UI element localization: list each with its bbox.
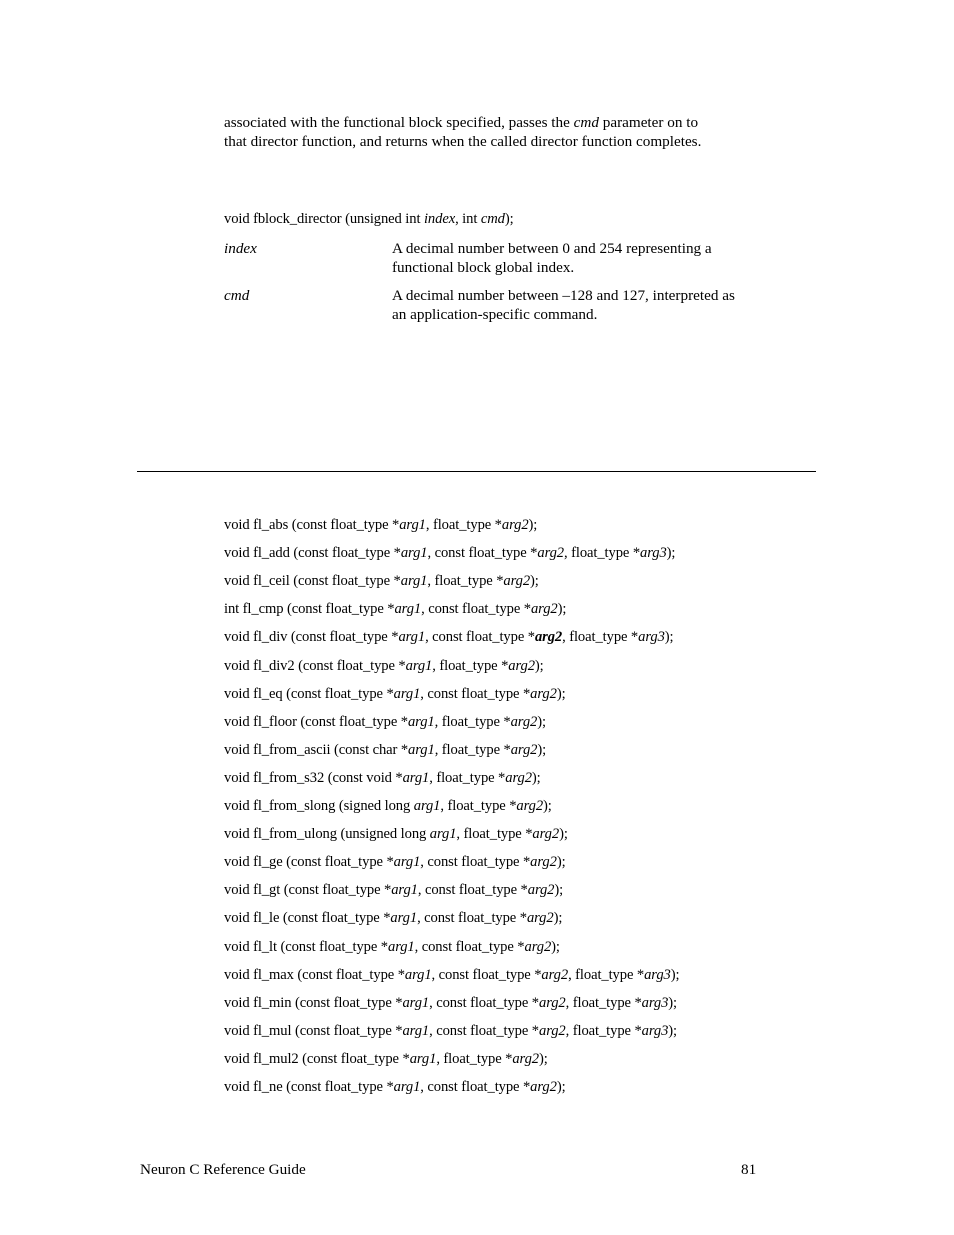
page-number: 81 xyxy=(741,1161,757,1178)
argument-name: arg1 xyxy=(398,629,426,646)
argument-name: arg2 xyxy=(512,1050,539,1067)
argument-name: arg1 xyxy=(391,882,418,899)
argument-name: arg2 xyxy=(516,798,544,814)
argument-name: arg3 xyxy=(640,545,667,562)
argument-name: arg1 xyxy=(402,769,430,786)
argument-name: arg1 xyxy=(393,1079,421,1095)
argument-name: arg2 xyxy=(539,1022,566,1039)
argument-name: arg3 xyxy=(638,629,665,646)
argument-name: arg1 xyxy=(402,1022,430,1039)
argument-name: arg3 xyxy=(644,966,671,983)
argument-name: arg1 xyxy=(429,826,457,843)
argument-name: arg2 xyxy=(530,854,557,871)
param-name-cmd: cmd xyxy=(224,287,250,304)
function-prototype: void fl_mul (const float_type *arg1, const float_type *arg2, float_type *arg3); xyxy=(224,1022,678,1039)
argument-name: arg2 xyxy=(524,938,552,955)
cmd-term: cmd xyxy=(573,114,599,131)
function-prototype: void fl_eq (const float_type *arg1, const float_type *arg2); xyxy=(224,685,566,702)
argument-name: arg2 xyxy=(501,517,529,533)
index-arg: index xyxy=(423,211,456,227)
argument-name: arg2 xyxy=(537,545,565,562)
argument-name: arg1 xyxy=(393,685,421,702)
cmd-arg: cmd xyxy=(480,211,505,227)
argument-name: arg1 xyxy=(390,910,418,927)
argument-name: arg1 xyxy=(407,713,435,730)
function-prototype: void fl_lt (const float_type *arg1, const float_type *arg2); xyxy=(224,938,560,955)
function-prototype: void fl_from_ascii (const char *arg1, float_type *arg2); xyxy=(224,741,547,758)
argument-name: arg1 xyxy=(399,517,426,533)
argument-name: arg1 xyxy=(404,966,432,983)
argument-name: arg1 xyxy=(405,657,433,674)
argument-name: arg2 xyxy=(510,741,538,758)
function-prototype: void fl_max (const float_type *arg1, const float_type *arg2, float_type *arg3); xyxy=(224,966,680,983)
argument-name: arg3 xyxy=(641,994,669,1011)
function-prototype: void fl_mul2 (const float_type *arg1, float_type *arg2); xyxy=(224,1050,548,1067)
param-desc-index: A decimal number between 0 and 254 representing a functional block global index. xyxy=(392,240,712,276)
director-prototype: void fblock_director (unsigned int index, int cmd); xyxy=(224,211,514,227)
argument-name: arg1 xyxy=(402,994,430,1011)
argument-name: arg2 xyxy=(530,1079,557,1095)
function-prototype: void fl_div2 (const float_type *arg1, float_type *arg2); xyxy=(224,657,544,674)
function-prototype: void fl_from_s32 (const void *arg1, float_type *arg2); xyxy=(224,769,541,786)
param-name-index: index xyxy=(224,240,257,257)
argument-name: arg1 xyxy=(400,545,428,562)
argument-name: arg1 xyxy=(400,573,428,590)
function-prototype: void fl_from_slong (signed long arg1, float_type *arg2); xyxy=(224,798,552,814)
argument-name: arg1 xyxy=(393,854,421,871)
function-prototype: int fl_cmp (const float_type *arg1, const float_type *arg2); xyxy=(224,601,567,618)
intro-line-2: that director function, and returns when the called director function completes. xyxy=(224,133,702,150)
argument-name: arg2 xyxy=(505,769,532,786)
function-prototype: void fl_div (const float_type *arg1, const float_type *arg2, float_type *arg3); xyxy=(224,629,674,646)
argument-name: arg1 xyxy=(394,601,422,618)
argument-name: arg2 xyxy=(532,826,560,843)
argument-name: arg2 xyxy=(530,601,558,618)
footer-title: Neuron C Reference Guide xyxy=(140,1161,306,1178)
argument-name: arg1 xyxy=(408,741,435,758)
argument-name: arg2 xyxy=(530,685,557,702)
argument-name: arg2 xyxy=(526,910,554,927)
argument-name: arg2 xyxy=(527,882,555,899)
function-prototype: void fl_ceil (const float_type *arg1, float_type *arg2); xyxy=(224,573,539,590)
function-prototype: void fl_floor (const float_type *arg1, float_type *arg2); xyxy=(224,713,546,730)
argument-name: arg2 xyxy=(534,629,563,646)
intro-paragraph xyxy=(224,113,824,151)
argument-name: arg2 xyxy=(508,657,535,674)
function-prototype: void fl_min (const float_type *arg1, const float_type *arg2, float_type *arg3); xyxy=(224,994,678,1011)
function-prototype: void fl_le (const float_type *arg1, const float_type *arg2); xyxy=(224,910,563,927)
argument-name: arg2 xyxy=(541,966,569,983)
param-desc-cmd: A decimal number between –128 and 127, interpreted as an application-specific command. xyxy=(392,287,735,323)
argument-name: arg2 xyxy=(539,994,566,1011)
function-prototype: void fl_ne (const float_type *arg1, const float_type *arg2); xyxy=(224,1079,566,1095)
argument-name: arg3 xyxy=(641,1022,669,1039)
function-prototype: void fl_from_ulong (unsigned long arg1, float_type *arg2); xyxy=(224,826,568,843)
argument-name: arg2 xyxy=(503,573,531,590)
function-prototype: void fl_gt (const float_type *arg1, const float_type *arg2); xyxy=(224,882,564,899)
function-prototype: void fl_abs (const float_type *arg1, float_type *arg2); xyxy=(224,517,538,533)
argument-name: arg1 xyxy=(388,938,415,955)
function-prototype: void fl_ge (const float_type *arg1, const float_type *arg2); xyxy=(224,854,566,871)
section-divider xyxy=(137,471,816,472)
intro-line-1: associated with the functional block specified, passes the cmd parameter on to xyxy=(224,114,699,131)
argument-name: arg1 xyxy=(409,1050,437,1067)
argument-name: arg2 xyxy=(510,713,538,730)
argument-name: arg1 xyxy=(413,798,441,814)
function-prototype: void fl_add (const float_type *arg1, const float_type *arg2, float_type *arg3); xyxy=(224,545,676,562)
